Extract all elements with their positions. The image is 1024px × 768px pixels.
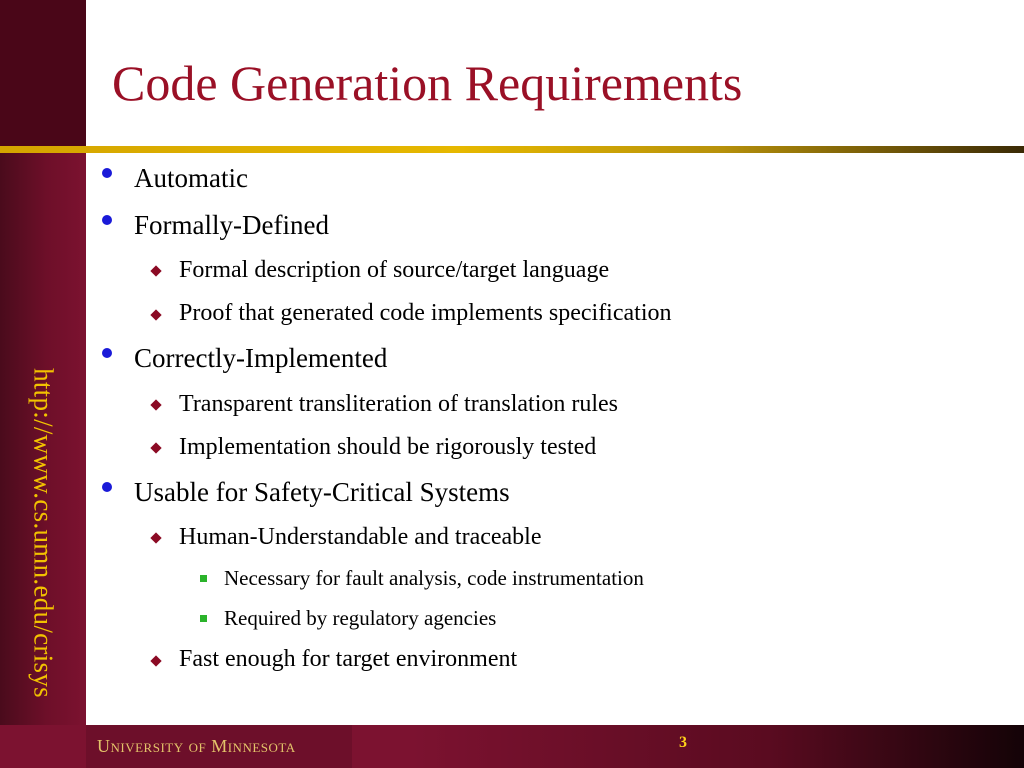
bullet-dot-icon: [102, 482, 112, 492]
square-bullet-icon: [200, 615, 207, 622]
bullet-dot-icon: [102, 168, 112, 178]
sub-bullet-item: Fast enough for target environment: [179, 646, 518, 672]
diamond-bullet-icon: [150, 655, 161, 666]
bullet-dot-icon: [102, 348, 112, 358]
diamond-bullet-icon: [150, 532, 161, 543]
page-number: 3: [679, 734, 687, 751]
sub-sub-bullet-item: Required by regulatory agencies: [224, 606, 497, 630]
bullet-item: Usable for Safety-Critical Systems: [134, 477, 510, 507]
sub-sub-bullet-item: Necessary for fault analysis, code instrumentation: [224, 566, 644, 590]
diamond-bullet-icon: [150, 309, 161, 320]
sub-bullet-item: Proof that generated code implements specification: [179, 300, 672, 326]
sidebar-header-block: [0, 0, 86, 148]
sub-bullet-item: Implementation should be rigorously tested: [179, 434, 597, 460]
square-bullet-icon: [200, 575, 207, 582]
bullet-item: Automatic: [134, 163, 248, 193]
university-logo: University of Minnesota: [97, 736, 296, 756]
diamond-bullet-icon: [150, 442, 161, 453]
bullet-dot-icon: [102, 215, 112, 225]
slide-title: Code Generation Requirements: [112, 55, 743, 111]
side-url-text: http://www.cs.umn.edu/crisys: [28, 368, 59, 698]
diamond-bullet-icon: [150, 399, 161, 410]
diamond-bullet-icon: [150, 265, 161, 276]
sub-bullet-item: Human-Understandable and traceable: [179, 524, 542, 550]
bullet-item: Formally-Defined: [134, 210, 329, 240]
sub-bullet-item: Transparent transliteration of translation rules: [179, 391, 619, 417]
sub-bullet-item: Formal description of source/target language: [179, 257, 610, 283]
title-divider: [0, 146, 1024, 153]
bullet-item: Correctly-Implemented: [134, 343, 388, 373]
